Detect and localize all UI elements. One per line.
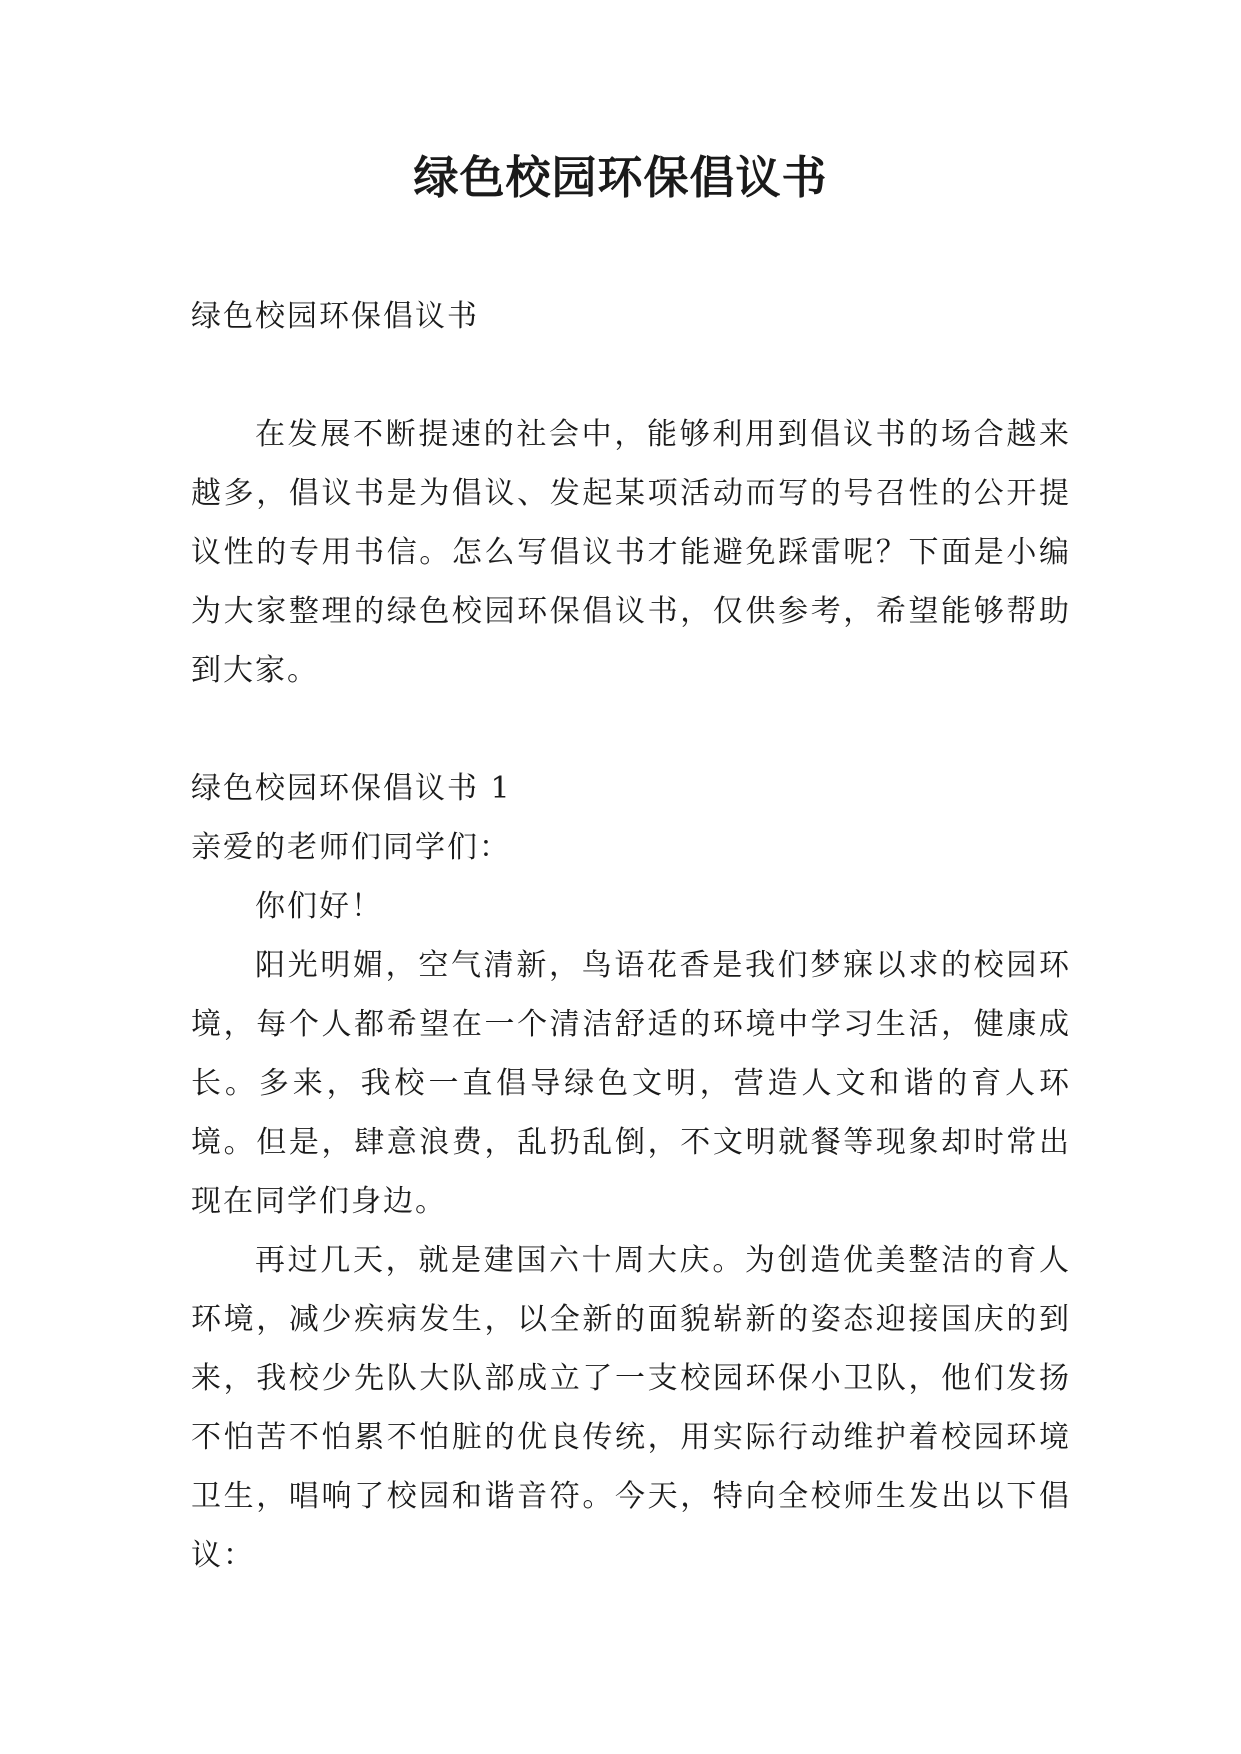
body-paragraph: 再过几天，就是建国六十周大庆。为创造优美整洁的育人环境，减少疾病发生，以全新的面貌崭新的姿态迎接国庆的到来，我校少先队大队部成立了一支校园环保小卫队，他们发扬不怕苦不怕累不怕脏的优良传统，用实际行动维护着校园环境卫生，唱响了校园和谐音符。今天，特向全校师生发出以下倡议： [191, 1243, 1071, 1573]
document-body [191, 287, 1071, 1585]
greeting: 你们好！ [255, 889, 383, 924]
document-subtitle: 绿色校园环保倡议书 [191, 299, 479, 334]
document-title: 绿色校园环保倡议书 [413, 151, 828, 204]
section-heading: 绿色校园环保倡议书 1 [191, 771, 512, 806]
body-paragraph: 阳光明媚，空气清新，鸟语花香是我们梦寐以求的校园环境，每个人都希望在一个清洁舒适的环境中学习生活，健康成长。多来，我校一直倡导绿色文明，营造人文和谐的育人环境。但是，肆意浪费，乱扔乱倒，不文明就餐等现象却时常出现在同学们身边。 [191, 948, 1071, 1219]
salutation: 亲爱的老师们同学们： [191, 830, 511, 865]
intro-paragraph: 在发展不断提速的社会中，能够利用到倡议书的场合越来越多，倡议书是为倡议、发起某项活动而写的号召性的公开提议性的专用书信。怎么写倡议书才能避免踩雷呢？下面是小编为大家整理的绿色校园环保倡议书，仅供参考，希望能够帮助到大家。 [191, 417, 1071, 688]
